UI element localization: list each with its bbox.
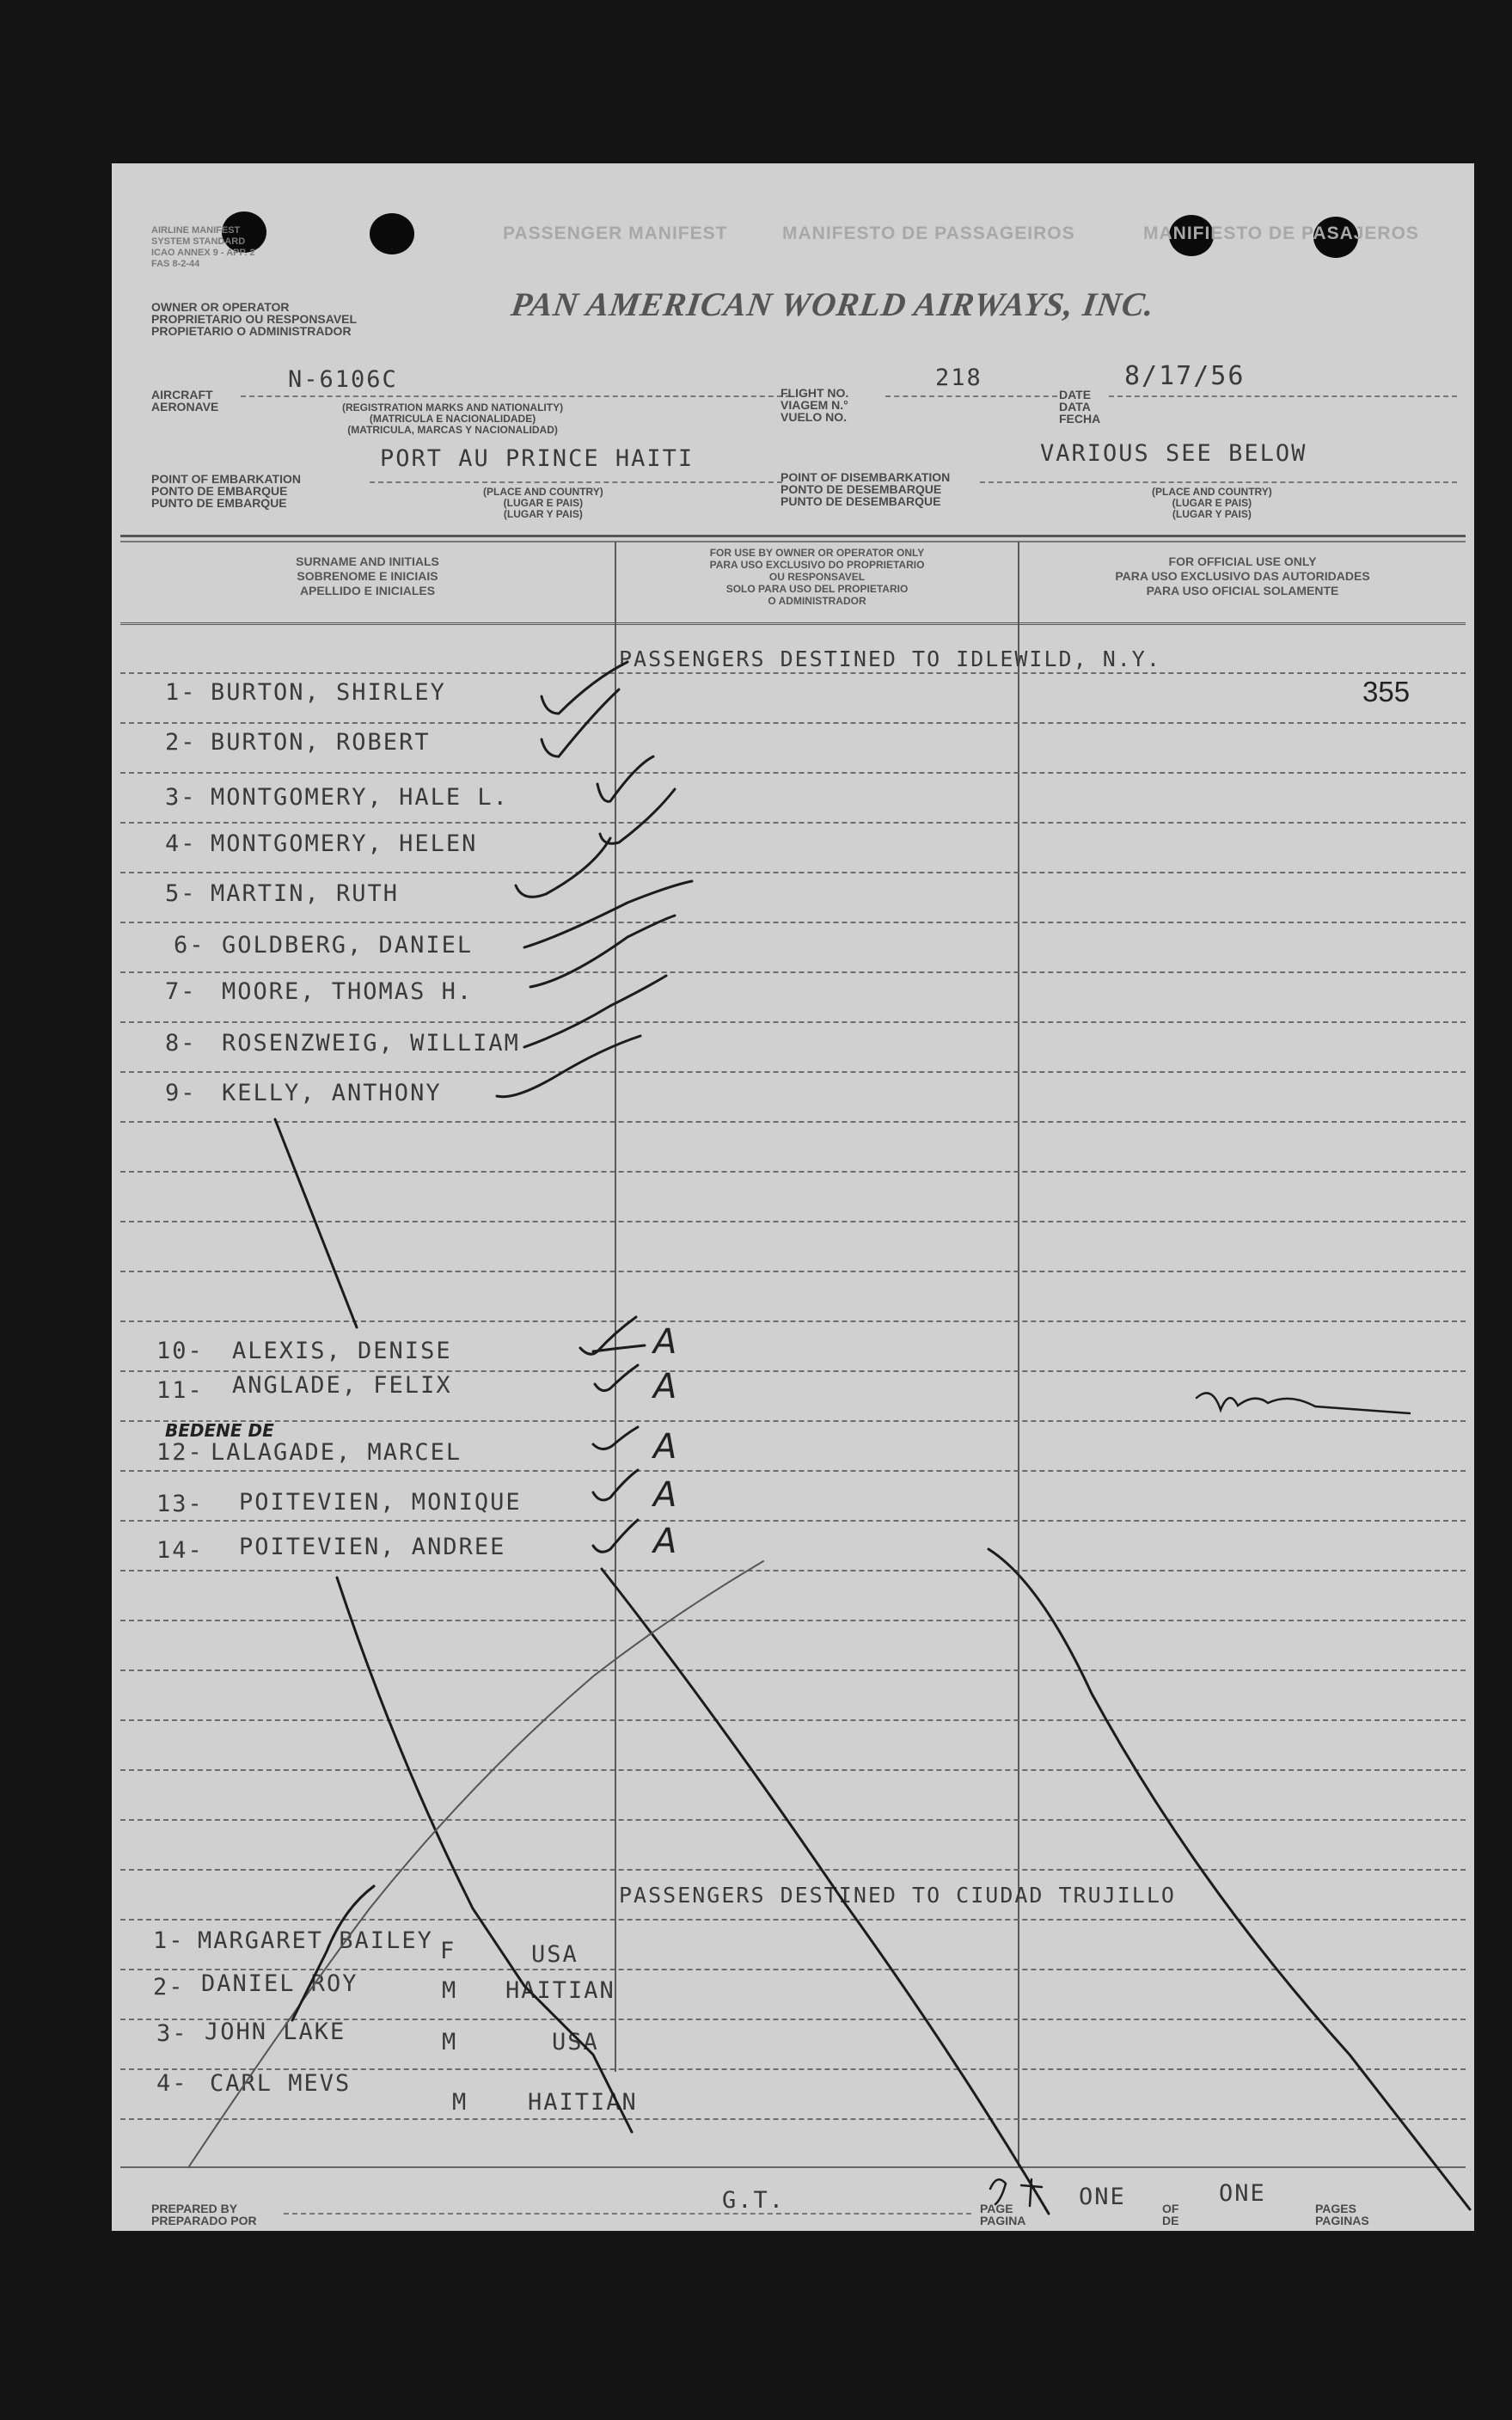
ruled-line <box>120 1869 1466 1871</box>
passenger-num: 2- <box>153 1974 185 2000</box>
ruled-line <box>120 1470 1466 1472</box>
punch-hole <box>370 213 414 254</box>
passenger-num: 6- <box>174 932 205 959</box>
checkmark <box>524 881 692 947</box>
date-label: DATE DATA FECHA <box>1059 388 1101 426</box>
passenger-name: MARGARET BAILEY <box>198 1927 433 1954</box>
checkmark <box>524 976 666 1047</box>
prepared-blank <box>284 2213 971 2215</box>
prepared-value: G.T. <box>722 2187 786 2214</box>
strike-line <box>989 1549 1470 2209</box>
section-title-idlewild: PASSENGERS DESTINED TO IDLEWILD, N.Y. <box>619 646 1161 671</box>
passenger-nationality: HAITIAN <box>505 1977 615 2004</box>
disembark-label: POINT OF DISEMBARKATION PONTO DE DESEMBARQUE PUNTO DE DESEMBARQUE <box>780 470 951 508</box>
ruled-line <box>120 971 1466 973</box>
checkmark <box>580 1317 645 1354</box>
column-divider <box>615 542 616 2072</box>
ruled-line <box>120 1271 1466 1272</box>
ruled-line <box>120 1320 1466 1322</box>
passenger-num: 1- <box>153 1927 185 1954</box>
flight-blank <box>885 395 1057 397</box>
passenger-num: 5- <box>165 880 197 907</box>
ruled-line <box>120 922 1466 923</box>
handwritten-note: BEDENE DE <box>165 1420 274 1441</box>
passenger-num: 8- <box>165 1030 197 1057</box>
passenger-name: MARTIN, RUTH <box>211 880 400 907</box>
col-header-official: FOR OFFICIAL USE ONLY PARA USO EXCLUSIVO DAS AUTORIDADES PARA USO OFICIAL SOLAMENTE <box>1115 554 1370 597</box>
handwritten-a: A <box>653 1475 677 1515</box>
section-title-trujillo: PASSENGERS DESTINED TO CIUDAD TRUJILLO <box>619 1883 1176 1908</box>
manifest-page <box>112 163 1474 2231</box>
column-divider <box>1018 542 1019 2166</box>
passenger-name: MOORE, THOMAS H. <box>222 978 474 1005</box>
of-value: ONE <box>1219 2180 1266 2207</box>
passenger-num: 4- <box>165 830 197 857</box>
form-id: AIRLINE MANIFEST SYSTEM STANDARD ICAO ANNEX 9 - APP. 2 FAS 8-2-44 <box>151 225 255 269</box>
passenger-sex: F <box>440 1938 456 1964</box>
passenger-name: POITEVIEN, MONIQUE <box>239 1489 522 1516</box>
ruled-line <box>120 1171 1466 1173</box>
passenger-name: LALAGADE, MARCEL <box>211 1439 462 1466</box>
aircraft-blank <box>241 395 791 397</box>
passenger-name: KELLY, ANTHONY <box>222 1080 442 1106</box>
header-title-es: MANIFIESTO DE PASAJEROS <box>1143 224 1419 243</box>
passenger-nationality: HAITIAN <box>528 2089 638 2116</box>
aircraft-sublabel: (REGISTRATION MARKS AND NATIONALITY) (MATRICULA E NACIONALIDADE) (MATRICULA, MARCAS Y NACIONALIDAD) <box>342 401 564 436</box>
embark-value: PORT AU PRINCE HAITI <box>380 445 695 472</box>
passenger-sex: M <box>442 1977 458 2004</box>
passenger-name: MONTGOMERY, HALE L. <box>211 784 509 811</box>
passenger-name: CARL MEVS <box>210 2070 352 2097</box>
aircraft-value: N-6106C <box>288 366 398 393</box>
scribble <box>1197 1393 1410 1413</box>
checkmark <box>530 916 675 987</box>
date-blank <box>1109 395 1457 397</box>
owner-label: OWNER OR OPERATOR PROPRIETARIO OU RESPONSAVEL PROPIETARIO O ADMINISTRADOR <box>151 300 358 338</box>
passenger-num: 3- <box>156 2020 188 2047</box>
ruled-line <box>120 772 1466 774</box>
passenger-name: ANGLADE, FELIX <box>232 1372 452 1399</box>
pages-label: PAGES PAGINAS <box>1315 2202 1369 2227</box>
ruled-line <box>120 1121 1466 1123</box>
ruled-line <box>120 1570 1466 1571</box>
ruled-line <box>120 1919 1466 1921</box>
date-value: 8/17/56 <box>1124 361 1246 391</box>
passenger-nationality: USA <box>552 2029 599 2055</box>
passenger-num: 9- <box>165 1080 197 1106</box>
col-header-operator: FOR USE BY OWNER OR OPERATOR ONLY PARA USO EXCLUSIVO DO PROPRIETARIO OU RESPONSAVEL SOLO PARA USO DEL PROPIETARIO O ADMINISTRADOR <box>709 547 925 607</box>
handwritten-a: A <box>653 1322 677 1362</box>
ruled-line <box>120 722 1466 724</box>
checkmark <box>516 838 610 897</box>
ruled-line <box>120 1769 1466 1771</box>
disembark-blank <box>980 481 1457 483</box>
ruled-line <box>120 672 1466 674</box>
passenger-name: ROSENZWEIG, WILLIAM <box>222 1030 520 1057</box>
passenger-sex: M <box>452 2089 468 2116</box>
handwritten-a: A <box>653 1522 677 1561</box>
embark-blank <box>370 481 782 483</box>
passenger-num: 12- <box>156 1439 204 1466</box>
passenger-name: POITEVIEN, ANDREE <box>239 1534 506 1560</box>
passenger-num: 13- <box>156 1491 204 1517</box>
of-label: OF DE <box>1162 2202 1179 2227</box>
ruled-line <box>120 872 1466 873</box>
passenger-name: MONTGOMERY, HELEN <box>211 830 478 857</box>
ruled-line <box>120 2118 1466 2120</box>
passenger-num: 14- <box>156 1537 204 1564</box>
table-header-divider <box>120 622 1466 625</box>
passenger-name: DANIEL ROY <box>201 1970 358 1997</box>
passenger-num: 3- <box>165 784 197 811</box>
passenger-nationality: USA <box>531 1941 578 1968</box>
strike-line <box>275 1119 357 1327</box>
passenger-num: 10- <box>156 1338 204 1364</box>
handwritten-a: A <box>653 1367 677 1406</box>
ruled-line <box>120 822 1466 824</box>
checkmark <box>600 789 675 843</box>
page-value: ONE <box>1079 2184 1126 2210</box>
flight-value: 218 <box>935 365 982 391</box>
ruled-line <box>120 1071 1466 1073</box>
passenger-name: GOLDBERG, DANIEL <box>222 932 474 959</box>
passenger-name: ALEXIS, DENISE <box>232 1338 452 1364</box>
disembark-sublabel: (PLACE AND COUNTRY) (LUGAR E PAIS) (LUGAR Y PAIS) <box>1152 486 1272 520</box>
stamp-number: 355 <box>1362 676 1411 708</box>
embark-sublabel: (PLACE AND COUNTRY) (LUGAR E PAIS) (LUGAR Y PAIS) <box>483 486 603 520</box>
ruled-line <box>120 1669 1466 1671</box>
col-header-surname: SURNAME AND INITIALS SOBRENOME E INICIAIS APELLIDO E INICIALES <box>296 554 439 597</box>
aircraft-label: AIRCRAFT AERONAVE <box>151 388 219 414</box>
passenger-name: BURTON, ROBERT <box>211 729 431 756</box>
disembark-value: VARIOUS SEE BELOW <box>1040 440 1307 467</box>
passenger-num: 4- <box>156 2070 188 2097</box>
ruled-line <box>120 1420 1466 1422</box>
passenger-num: 2- <box>165 729 197 756</box>
table-top-border <box>120 535 1466 542</box>
passenger-sex: M <box>442 2029 458 2055</box>
checkmark <box>597 757 653 801</box>
ruled-line <box>120 1819 1466 1821</box>
embark-label: POINT OF EMBARKATION PONTO DE EMBARQUE PUNTO DE EMBARQUE <box>151 472 301 510</box>
ruled-line <box>120 1719 1466 1721</box>
header-title-en: PASSENGER MANIFEST <box>503 224 728 243</box>
footer-rule <box>120 2166 1466 2168</box>
ruled-line <box>120 1021 1466 1023</box>
ruled-line <box>120 1221 1466 1222</box>
flight-label: FLIGHT NO. VIAGEM N.° VUELO NO. <box>780 386 849 424</box>
page-label: PAGE PAGINA <box>980 2202 1026 2227</box>
ruled-line <box>120 1520 1466 1522</box>
operator-name: PAN AMERICAN WORLD AIRWAYS, INC. <box>508 286 1157 323</box>
checkmark <box>595 1365 638 1391</box>
handwritten-a: A <box>653 1427 677 1467</box>
passenger-name: JOHN LAKE <box>205 2019 346 2045</box>
passenger-name: BURTON, SHIRLEY <box>211 679 446 706</box>
ruled-line <box>120 1620 1466 1621</box>
passenger-num: 7- <box>165 978 197 1005</box>
prepared-label: PREPARED BY PREPARADO POR <box>151 2202 257 2227</box>
passenger-num: 11- <box>156 1377 204 1404</box>
passenger-num: 1- <box>165 679 197 706</box>
header-title-pt: MANIFESTO DE PASSAGEIROS <box>782 224 1075 243</box>
